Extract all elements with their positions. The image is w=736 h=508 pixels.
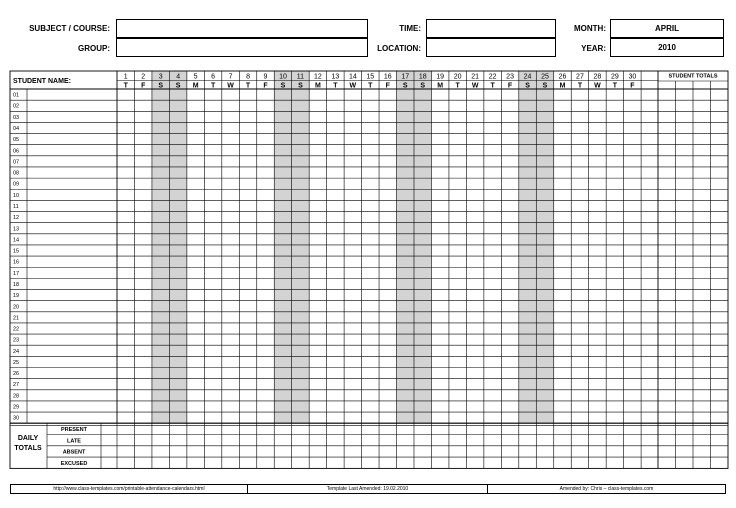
day-number: 12 (314, 73, 322, 81)
day-number: 22 (488, 73, 497, 81)
row-number: 16 (13, 259, 20, 266)
student-name-header: STUDENT NAME: (13, 78, 71, 85)
day-number: 20 (453, 73, 462, 81)
day-number: 26 (558, 73, 567, 81)
footer-author: Amended by: Chris – class-templates.com (487, 484, 726, 494)
time-label: TIME: (399, 24, 421, 33)
row-number: 20 (13, 304, 20, 311)
row-number: 04 (13, 126, 20, 133)
day-number: 2 (141, 73, 146, 81)
daily-totals-label-2: TOTALS (14, 445, 42, 452)
day-number: 4 (176, 73, 181, 81)
weekday-letter: S (280, 82, 286, 90)
row-number: 27 (13, 382, 20, 389)
row-number: 17 (13, 270, 20, 277)
month-label: MONTH: (574, 24, 606, 33)
row-number: 18 (13, 281, 20, 288)
weekday-letter: M (437, 82, 444, 90)
row-number: 03 (13, 114, 20, 121)
row-number: 11 (13, 204, 19, 210)
weekday-letter: F (141, 82, 146, 90)
weekday-letter: S (420, 82, 426, 90)
row-number: 15 (13, 248, 20, 255)
day-number: 14 (348, 73, 357, 81)
row-number: 09 (13, 181, 20, 188)
weekday-letter: T (490, 82, 495, 90)
row-number: 14 (13, 237, 20, 244)
weekday-letter: S (542, 82, 548, 90)
weekday-letter: W (349, 82, 357, 90)
row-number: 24 (13, 348, 20, 355)
weekday-letter: F (385, 82, 390, 90)
weekday-letter: W (471, 82, 479, 90)
weekday-letter: T (245, 82, 251, 90)
day-number: 21 (471, 73, 480, 81)
weekday-letter: F (263, 82, 268, 90)
weekend-column (397, 71, 414, 423)
row-number: 23 (13, 337, 20, 344)
weekend-column (169, 71, 186, 423)
weekday-letter: T (368, 82, 373, 90)
weekday-letter: W (594, 82, 601, 90)
weekday-letter: S (158, 82, 164, 90)
weekday-letter: M (314, 82, 321, 90)
day-number: 10 (279, 73, 287, 81)
day-number: 1 (123, 73, 128, 81)
row-number: 13 (13, 226, 20, 233)
subject-course-label: SUBJECT / COURSE: (29, 24, 110, 33)
day-number: 5 (193, 73, 198, 81)
day-number: 17 (401, 73, 410, 81)
row-number: 07 (13, 159, 20, 166)
daily-totals-label-1: DAILY (17, 435, 39, 442)
totals-row-label: LATE (67, 438, 81, 445)
day-number: 9 (263, 73, 268, 81)
day-number: 18 (418, 73, 427, 81)
weekday-letter: M (192, 82, 199, 90)
weekday-letter: F (507, 82, 513, 90)
weekend-column (292, 71, 309, 423)
weekday-letter: S (525, 82, 530, 90)
footer-url: http://www.class-templates.com/printable-attendance-calendars.html (10, 484, 248, 494)
totals-row-label: PRESENT (61, 427, 87, 433)
day-number: 13 (331, 73, 340, 81)
day-number: 16 (383, 73, 392, 81)
weekday-letter: M (559, 82, 566, 90)
totals-row-label: ABSENT (62, 449, 86, 456)
group-label: GROUP: (78, 44, 110, 53)
weekday-letter: S (402, 82, 408, 90)
weekday-letter: W (227, 82, 234, 90)
row-number: 26 (13, 371, 20, 378)
row-number: 21 (13, 315, 20, 322)
year-label: YEAR: (581, 44, 606, 53)
row-number: 01 (13, 92, 20, 99)
weekday-letter: T (123, 82, 128, 90)
weekday-letter: T (455, 82, 460, 90)
row-number: 28 (13, 393, 20, 400)
day-number: 19 (436, 73, 445, 81)
weekday-letter: T (577, 82, 583, 90)
row-number: 05 (13, 137, 20, 144)
row-number: 06 (13, 148, 20, 155)
footer-amended: Template Last Amended: 19.02.2010 (247, 484, 488, 494)
day-number: 7 (228, 73, 233, 81)
month-field[interactable]: APRIL (610, 19, 724, 38)
year-field[interactable]: 2010 (610, 38, 724, 57)
day-number: 11 (296, 73, 305, 81)
student-totals-header: STUDENT TOTALS (668, 73, 718, 80)
weekday-letter: F (630, 82, 635, 90)
row-number: 29 (13, 404, 20, 411)
row-number: 10 (13, 192, 20, 199)
row-number: 12 (13, 215, 20, 222)
row-number: 30 (13, 415, 20, 422)
weekday-letter: S (175, 82, 181, 90)
row-number: 25 (13, 359, 20, 366)
totals-row-label: EXCUSED (60, 460, 88, 467)
day-number: 3 (158, 73, 163, 81)
table-border (10, 71, 728, 423)
weekday-letter: T (210, 82, 216, 90)
day-number: 8 (246, 73, 250, 81)
day-number: 15 (366, 73, 375, 81)
weekend-column (274, 71, 291, 423)
weekend-column (519, 71, 536, 423)
row-number: 22 (13, 326, 20, 333)
day-number: 25 (541, 73, 549, 81)
day-number: 28 (593, 73, 602, 81)
day-number: 24 (523, 73, 532, 81)
weekend-column (536, 71, 553, 423)
day-number: 30 (628, 73, 637, 81)
row-number: 02 (13, 103, 20, 110)
weekday-letter: S (298, 82, 303, 90)
weekday-letter: T (612, 82, 618, 90)
day-number: 6 (211, 73, 216, 81)
location-label: LOCATION: (377, 44, 421, 53)
day-number: 23 (506, 73, 514, 81)
row-number: 19 (13, 293, 20, 300)
row-number: 08 (13, 170, 20, 177)
weekend-column (414, 71, 431, 423)
weekday-letter: T (333, 82, 338, 90)
day-number: 29 (610, 73, 619, 81)
weekend-column (152, 71, 169, 423)
day-number: 27 (576, 73, 584, 81)
